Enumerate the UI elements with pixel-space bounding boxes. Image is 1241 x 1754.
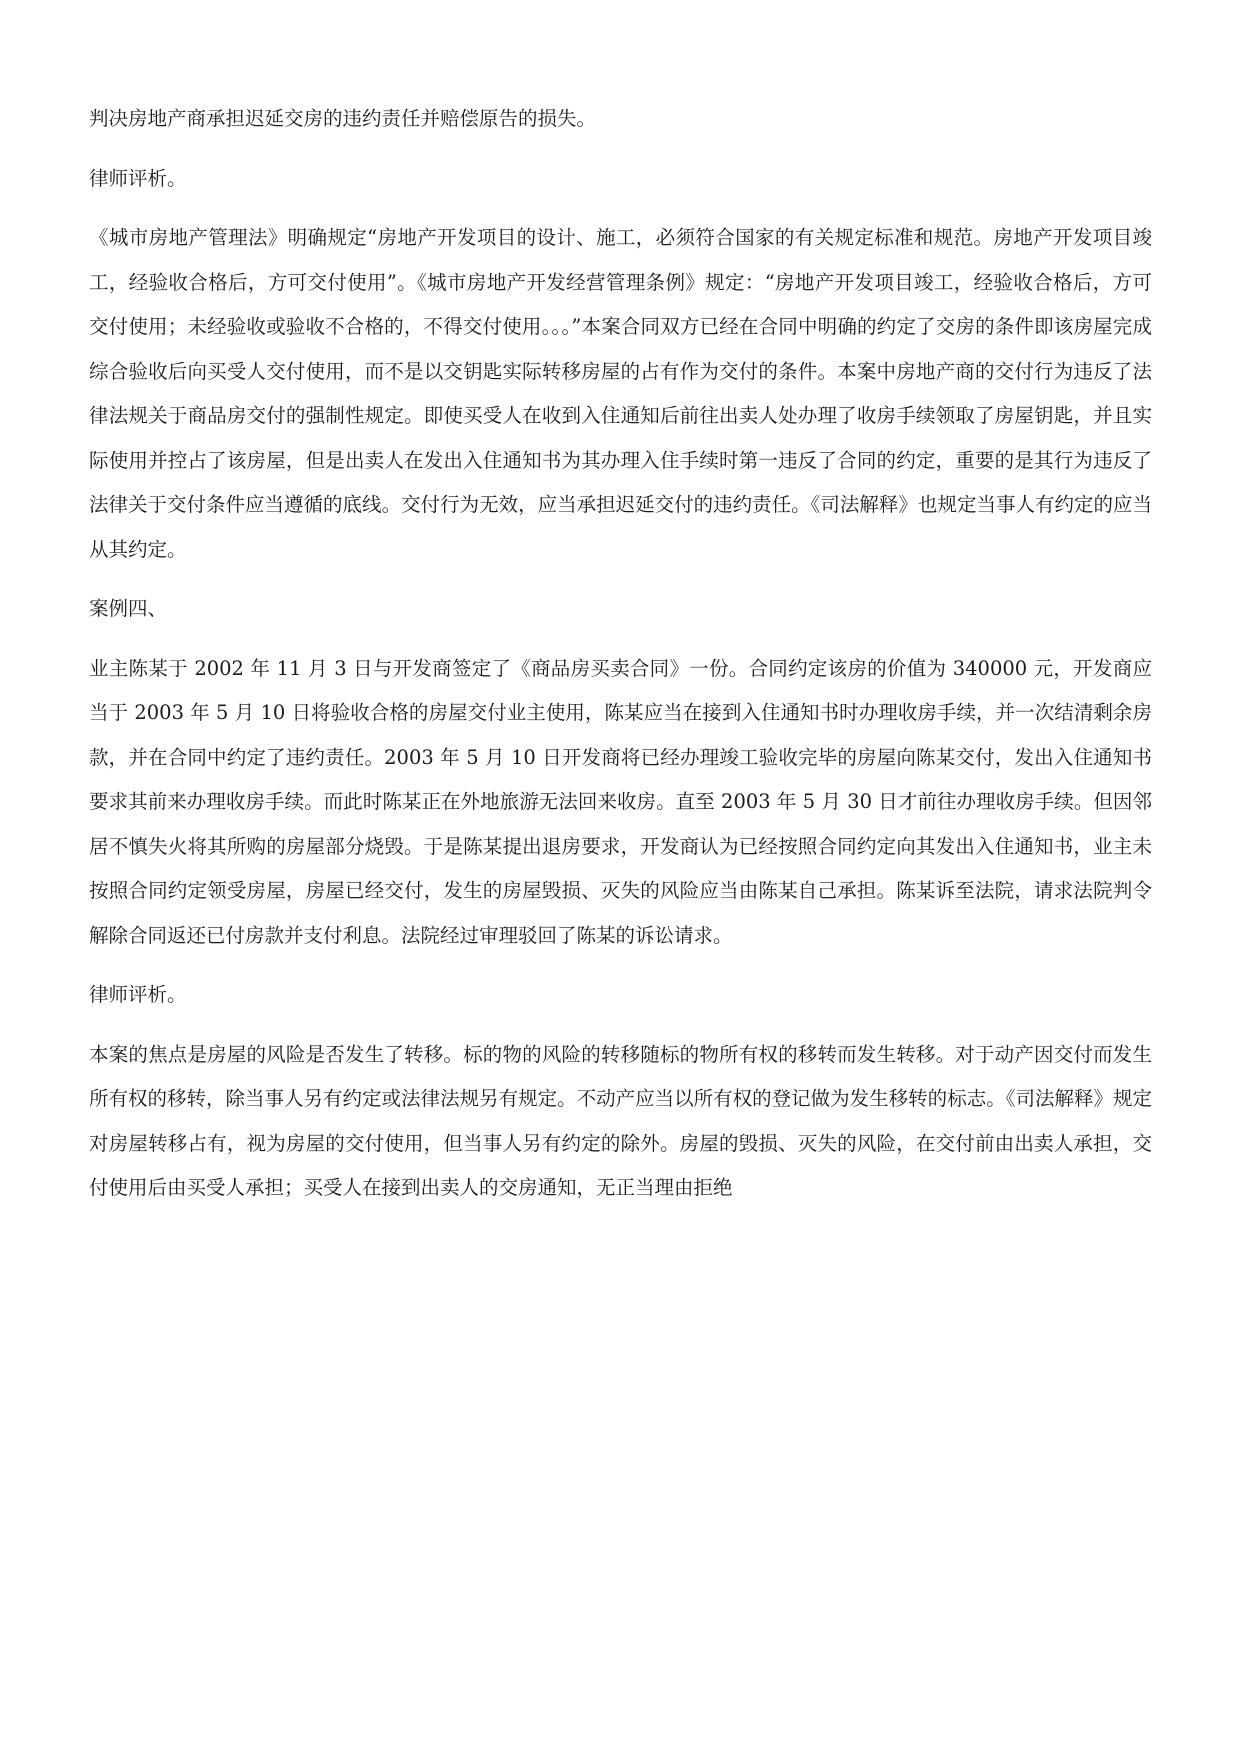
paragraph-analysis: 《城市房地产管理法》明确规定“房地产开发项目的设计、施工，必须符合国家的有关规定标准和规范。房地产开发项目竣工，经验收合格后，方可交付使用”。《城市房地产开发经营管理条例》规定：“房地产开发项目竣工，经验收合格后，方可交付使用；未经验收或验收不合格的，不得交付使用。。。”本案合同双方已经在合同中明确的约定了交房的条件即该房屋完成综合验收后向买受人交付使用，而不是以交钥匙实际转移房屋的占有作为交付的条件。本案中房地产商的交付行为违反了法律法规关于商品房交付的强制性规定。即使买受人在收到入住通知后前往出卖人处办理了收房手续领取了房屋钥匙，并且实际使用并控占了该房屋，但是出卖人在发出入住通知书为其办理入住手续时第一违反了合同的约定，重要的是其行为违反了法律关于交付条件应当遵循的底线。交付行为无效，应当承担迟延交付的违约责任。《司法解释》也规定当事人有约定的应当从其约定。 (89, 226, 1152, 561)
paragraph-judgment: 判决房地产商承担迟延交房的违约责任并赔偿原告的损失。 (89, 107, 597, 130)
paragraph-case-four: 业主陈某于 2002 年 11 月 3 日与开发商签定了《商品房买卖合同》一份。合同约定该房的价值为 340000 元，开发商应当于 2003 年 5 月 10 日将验收合格的房屋交付业主使用，陈某应当在接到入住通知书时办理收房手续，并一次结清剩余房款，并在合同中约定了违约责任。2003 年 5 月 10 日开发商将已经办理竣工验收完毕的房屋向陈某交付，发出入住通知书要求其前来办理收房手续。而此时陈某正在外地旅游无法回来收房。直至 2003 年 5 月 30 日才前往办理收房手续。但因邻居不慎失火将其所购的房屋部分烧毁。于是陈某提出退房要求，开发商认为已经按照合同约定向其发出入住通知书，业主未按照合同约定领受房屋，房屋已经交付，发生的房屋毁损、灭失的风险应当由陈某自己承担。陈某诉至法院，请求法院判令解除合同返还已付房款并支付利息。法院经过审理驳回了陈某的诉讼请求。 (89, 656, 1152, 947)
heading-case-four: 案例四、 (89, 597, 168, 620)
paragraph-risk-analysis: 本案的焦点是房屋的风险是否发生了转移。标的物的风险的转移随标的物所有权的移转而发生转移。对于动产因交付而发生所有权的移转，除当事人另有约定或法律法规另有规定。不动产应当以所有权的登记做为发生移转的标志。《司法解释》规定对房屋转移占有，视为房屋的交付使用，但当事人另有约定的除外。房屋的毁损、灭失的风险，在交付前由出卖人承担，交付使用后由买受人承担；买受人在接到出卖人的交房通知，无正当理由拒绝 (89, 1042, 1152, 1199)
heading-lawyer-analysis: 律师评析。 (89, 983, 187, 1006)
heading-lawyer-analysis: 律师评析。 (89, 166, 187, 190)
document-body (89, 97, 1152, 1226)
